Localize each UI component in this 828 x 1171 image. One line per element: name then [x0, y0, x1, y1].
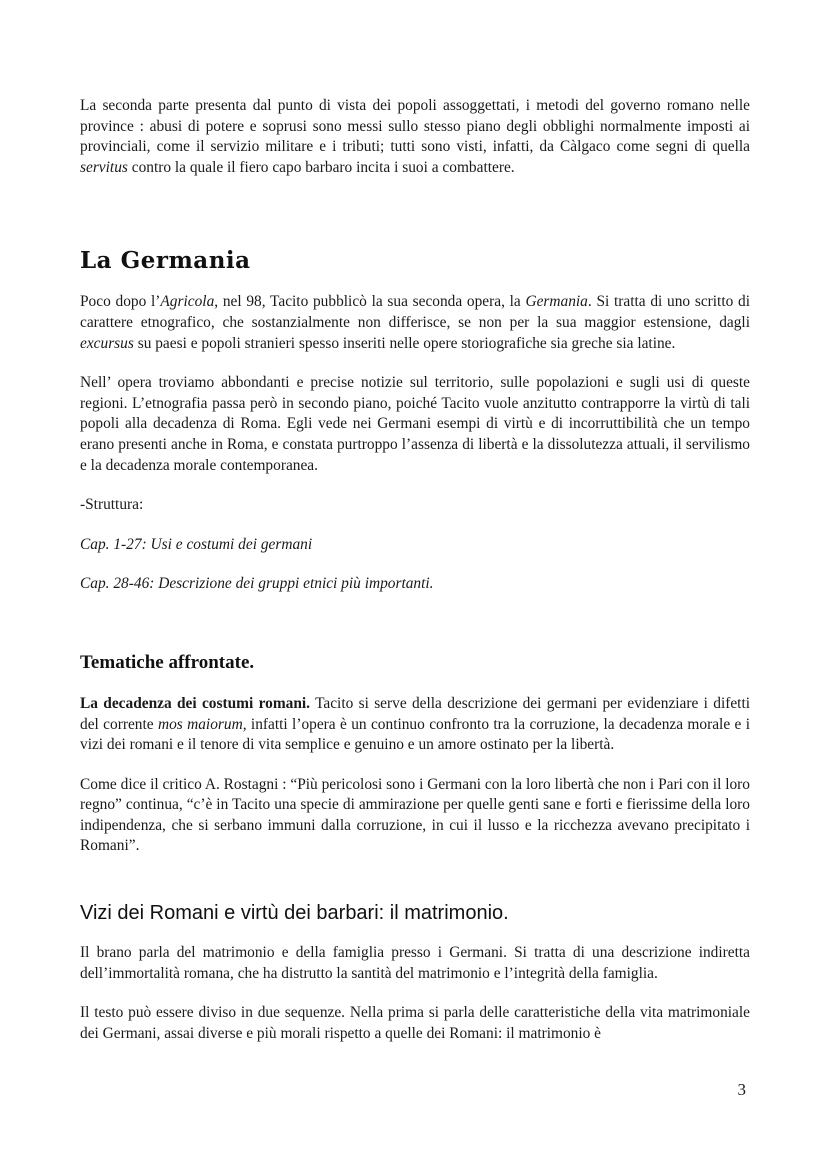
struttura-cap-1: Cap. 1-27: Usi e costumi dei germani [80, 535, 313, 553]
vizi-paragraph-1: Il brano parla del matrimonio e della famiglia presso i Germani. Si tratta di una descrizione indiretta dell’immortalità romana, che ha distrutto la santità del matrimonio e l’integrità della famiglia. [80, 944, 750, 982]
tematiche-paragraph-1 [80, 694, 750, 756]
tematiche-paragraph-2: Come dice il critico A. Rostagni : “Più pericolosi sono i Germani con la loro libertà che non i Pari con il loro regno” continua, “c’è in Tacito una specie di ammirazione per quelle genti sane e forti e fierissime della loro indipendenza, che si serbano immuni dalla corruzione, in cui il lusso e la ricchezza avevano precipitato i Romani”. [80, 775, 750, 855]
struttura-cap-2: Cap. 28-46: Descrizione dei gruppi etnici più importanti. [80, 575, 434, 593]
intro-italic-term: servitus [80, 158, 128, 176]
section-heading-germania: La Germania [80, 247, 251, 275]
text-run: Tacito si serve della descrizione dei germani per evidenziare i difetti del corrente [80, 694, 750, 733]
italic-term: mos maiorum, [157, 715, 247, 733]
section-heading-tematiche: Tematiche affrontate. [80, 651, 255, 673]
bold-lead: La decadenza dei costumi romani. [80, 694, 311, 712]
italic-term: Agricola [160, 293, 215, 311]
text-run: Poco dopo l’ [80, 293, 161, 311]
germania-paragraph-1 [80, 292, 750, 354]
document-page [80, 96, 750, 1044]
intro-text: La seconda parte presenta dal punto di vista dei popoli assoggettati, i metodi del governo romano nelle province : abusi di potere e soprusi sono messi sullo stesso piano degli obblighi normalmente imposti ai provinciali, come il servizio militare e i tributi; tutti sono visti, infatti, da Càlgaco come segni di quella [80, 97, 750, 156]
intro-paragraph [80, 96, 750, 178]
intro-text-end: contro la quale il fiero capo barbaro incita i suoi a combattere. [127, 158, 515, 176]
text-run: su paesi e popoli stranieri spesso inseriti nelle opere storiografiche sia greche sia latine. [133, 334, 676, 352]
text-run: infatti l’opera è un continuo confronto tra la corruzione, la decadenza morale e i vizi dei romani e il tenore di vita semplice e genuino e un amore ostinato per la libertà. [80, 715, 750, 754]
italic-term: Germania [525, 293, 588, 311]
text-run: , nel 98, Tacito pubblicò la sua seconda opera, la [214, 293, 526, 311]
germania-paragraph-2: Nell’ opera troviamo abbondanti e precise notizie sul territorio, sulle popolazioni e sugli usi di queste regioni. L’etnografia passa però in secondo piano, poiché Tacito vuole anzitutto contrapporre la virtù di tali popoli alla decadenza di Roma. Egli vede nei Germani esempi di virtù e di incorruttibilità che un tempo erano presenti anche in Roma, e constata purtroppo l’assenza di libertà e la dissolutezza attuali, il servilismo e la decadenza morale contemporanea. [80, 374, 750, 474]
text-run: . Si tratta di uno scritto di carattere etnografico, che sostanzialmente non differisce, se non per la sua maggior estensione, dagli [80, 293, 750, 331]
italic-term: excursus [80, 334, 134, 352]
section-heading-vizi: Vizi dei Romani e virtù dei barbari: il matrimonio. [80, 902, 509, 925]
struttura-label: -Struttura: [80, 496, 144, 514]
vizi-paragraph-2: Il testo può essere diviso in due sequenze. Nella prima si parla delle caratteristiche della vita matrimoniale dei Germani, assai diverse e più morali rispetto a quelle dei Romani: il matrimonio è [80, 1004, 750, 1042]
page-number: 3 [737, 1080, 746, 1099]
